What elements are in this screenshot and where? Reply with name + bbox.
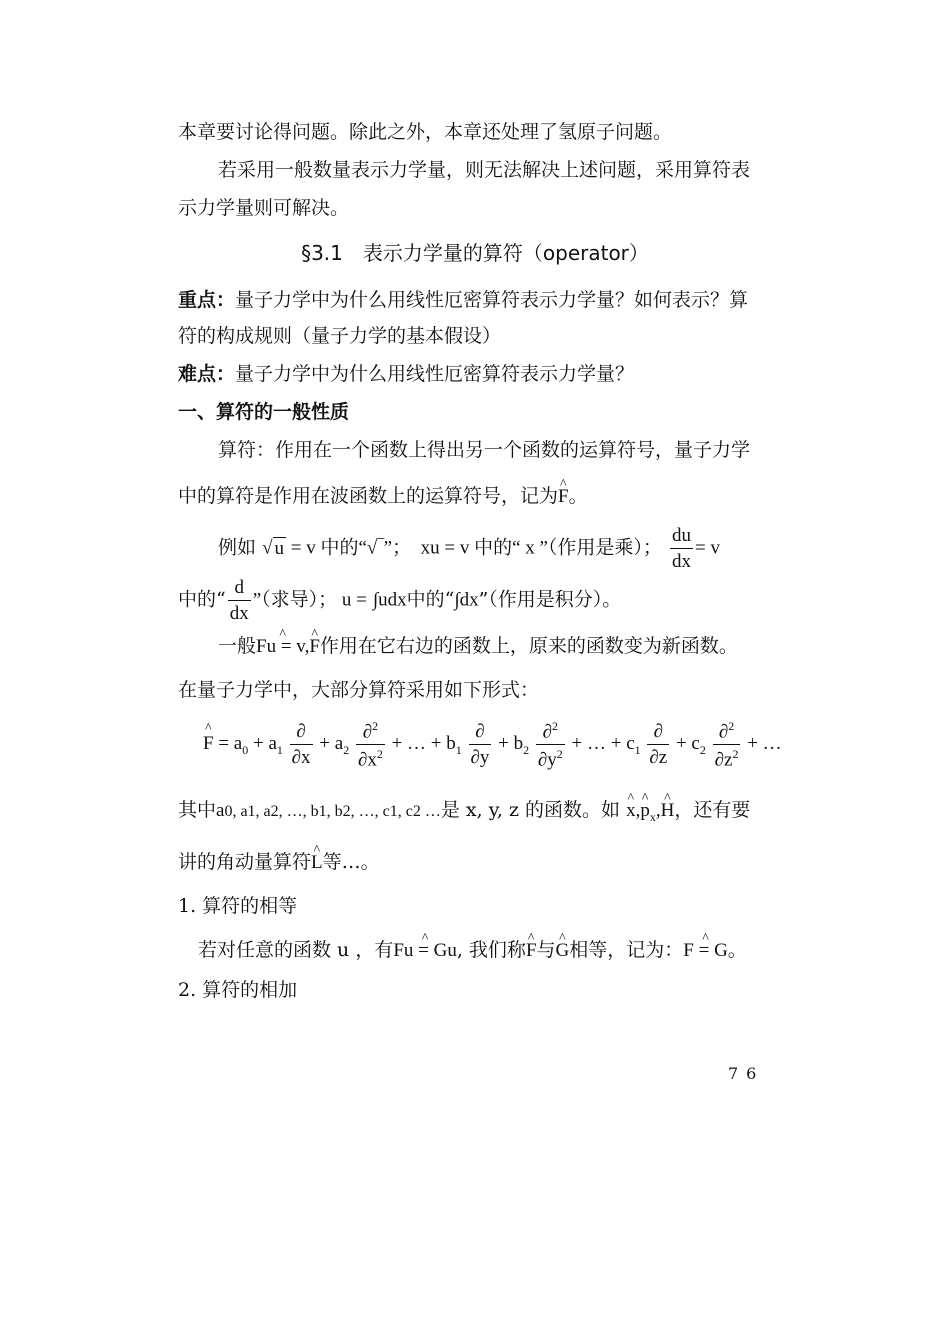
operator-x: ^ x — [626, 797, 636, 825]
text-span: 中的“ — [178, 588, 226, 611]
operator-expression: ^ Fu = Gu — [393, 937, 457, 965]
text-span: 等…。 — [322, 851, 380, 873]
example-line — [178, 578, 758, 623]
operator-expression: ^ Fu = v, — [256, 633, 309, 661]
operator-equality: ^ F = G — [683, 937, 728, 965]
paragraph-line: 在量子力学中，大部分算符采用如下形式： — [178, 679, 540, 701]
text-span: 相等，记为： — [569, 939, 684, 961]
subsection-title: 一、算符的一般性质 — [178, 401, 350, 423]
text-span: 若对任意的函数 u ，有 — [198, 939, 394, 961]
text-span: 。 — [568, 485, 588, 507]
difficulty-line — [178, 360, 758, 388]
text-span: 中的“ — [406, 588, 455, 611]
text-span: , 我们称 — [456, 939, 526, 961]
section-title: §3.1 表示力学量的算符（operator） — [301, 241, 649, 265]
paragraph-line: 本章要讨论得问题。除此之外，本章还处理了氢原子问题。 — [178, 121, 673, 143]
text-span: 。 — [727, 939, 747, 961]
text-span: = v — [694, 537, 720, 559]
fraction: $\frac{\partial}{\partial z}$ — [649, 721, 668, 769]
paragraph-line — [218, 632, 758, 661]
difficulty-label: 难点： — [178, 363, 236, 385]
paragraph-line — [178, 848, 758, 877]
text-span: 作用在它右边的函数上，原来的函数变为新函数。 — [319, 635, 738, 657]
page-number: 76 — [728, 1064, 765, 1083]
text-span: ，还有要 — [674, 799, 751, 821]
item-title: 1. 算符的相等 — [178, 895, 298, 917]
operator-F: ^ F — [309, 633, 320, 661]
text-span: = v 中的“ — [286, 537, 367, 559]
integral: ∫udx — [372, 589, 407, 611]
text-span: ”； xu = v 中的“ x ”（作用是乘）； — [383, 537, 662, 559]
operator-F: ^ F — [203, 733, 214, 755]
operator-G: ^ G — [556, 937, 570, 965]
integral: ∫dx — [454, 589, 479, 611]
text-span: a — [216, 800, 225, 821]
fraction: $\frac{\partial}{\partial x}$ — [291, 721, 311, 769]
fraction: $\frac{\partial^2}{\partial z^2}$ — [714, 719, 739, 771]
difficulty-text: 量子力学中为什么用线性厄密算符表示力学量？ — [235, 363, 635, 385]
item-title: 2. 算符的相加 — [178, 979, 298, 1001]
paragraph-line: 若采用一般数量表示力学量，则无法解决上述问题，采用算符表 — [218, 159, 751, 181]
operator-p: ^ p — [640, 797, 650, 825]
fraction: $\frac{\partial}{\partial y}$ — [470, 721, 490, 769]
operator-H: ^ H — [661, 797, 675, 825]
coefficient-list: 0, a1, a2, …, b1, b2, …, c1, c2 … — [224, 803, 441, 820]
fraction-d-dx: $\frac{d}{dx}$ — [229, 577, 249, 624]
paragraph-line: 其中a0, a1, a2, …, b1, b2, …, c1, c2 …是 x, y, z 的函数。如 ^ x,^ $p_x,\^{}$ H，还有要 — [178, 796, 758, 831]
text-span: 一般 — [218, 635, 257, 657]
text-span: ”（求导）； u = — [252, 589, 367, 611]
key-points-line: 符的构成规则（量子力学的基本假设） — [178, 325, 502, 347]
text-span: 是 x, y, z 的函数。如 — [440, 799, 621, 821]
text-span: 中的算符是作用在波函数上的运算符号，记为 — [178, 485, 559, 507]
paragraph-line: 示力学量则可解决。 — [178, 197, 350, 219]
paragraph-line — [178, 482, 758, 511]
sqrt-symbol: √‾ — [366, 537, 384, 559]
key-points-line — [178, 286, 758, 314]
paragraph-line — [198, 936, 778, 965]
key-points-text: 量子力学中为什么用线性厄密算符表示力学量？如何表示？算 — [235, 289, 749, 311]
operator-F: ^ F — [558, 483, 569, 511]
fraction: $\frac{\partial^2}{\partial y^2}$ — [537, 719, 563, 771]
operator-L: ^ L — [311, 849, 323, 877]
text-span: 其中 — [178, 799, 217, 821]
sqrt-u: u — [274, 537, 284, 559]
key-points-label: 重点： — [178, 289, 236, 311]
paragraph-line: 算符：作用在一个函数上得出另一个函数的运算符号，量子力学 — [218, 439, 751, 461]
text-span: ”（作用是积分）。 — [478, 588, 622, 611]
operator-F: ^ F — [526, 937, 537, 965]
example-line: 例如 √ u = v 中的“√‾”； xu = v 中的“ x ”（作用是乘）； $\frac{du}{dx}$ = v — [218, 525, 720, 572]
operator-formula: ^ $F = a_0 + a_1$ $\frac{\partial}{\partial x}$ + $a_2$ $\frac{\partial^2}{\partial x^2}$ + … + $b_1$ $\frac{\partial}{\partial y}$ + $b_2$ $\frac{\partial^2}{\partial y^2}$ + … + $c_1$ $\frac{\partial}{\partial z}$ + $c_2$ $\frac{\partial^2}{\partial z^2}$ + … — [203, 720, 782, 770]
text-span: 例如 — [218, 536, 257, 559]
text-span: 讲的角动量算符 — [178, 851, 312, 873]
text-span: 与 — [536, 939, 556, 961]
fraction-du-dx: $\frac{du}{dx}$ — [671, 525, 691, 572]
fraction: $\frac{\partial^2}{\partial x^2}$ — [357, 719, 383, 771]
